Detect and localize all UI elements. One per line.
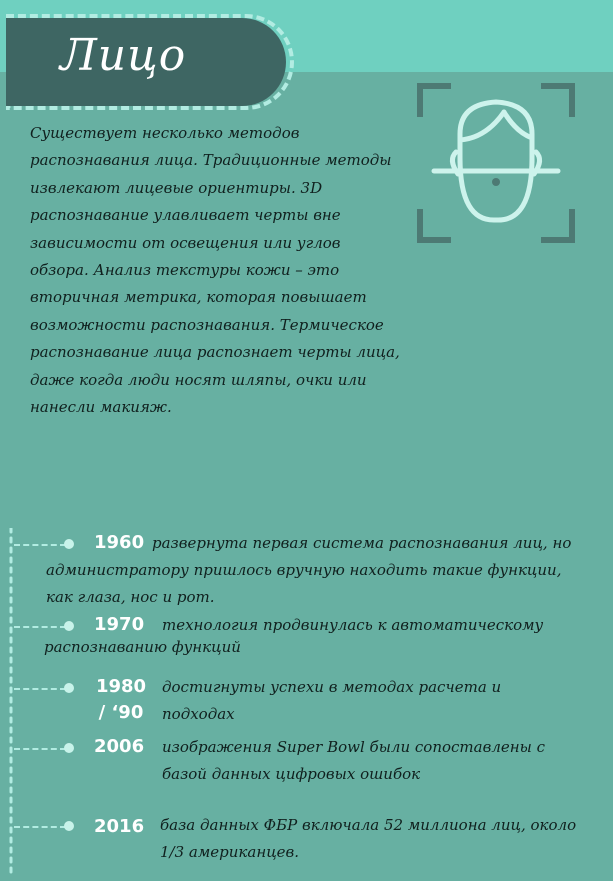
timeline-dot <box>64 683 74 693</box>
timeline-year: 1960 <box>94 532 145 553</box>
face-recognition-icon <box>416 82 576 244</box>
timeline-text: развернута первая система распознавания лиц, но администратору пришлось вручную находить такие функции, как глаза, нос и рот. <box>46 534 572 606</box>
timeline-text: технология продвинулась к автоматическому распознаванию функций <box>44 616 544 656</box>
timeline-text: изображения Super Bowl были сопоставлены с базой данных цифровых ошибок <box>162 738 546 783</box>
timeline-year: 2016 <box>94 816 145 837</box>
intro-paragraph: Существует несколько методов распознавания лица. Традиционные методы извлекают лицевые ориентиры. 3D распознавание улавливает черты вне зависимости от освещения или углов обзора. Анализ текстуры кожи – это вторичная метрика, которая повышает возможности распознавания. Термическое распознавание лица распознает черты лица, даже когда люди носят шляпы, очки или нанесли макияж. <box>30 124 400 417</box>
timeline-year: 1970 <box>94 614 145 635</box>
timeline-year: 1980 / ‘90 <box>95 676 147 723</box>
page-title: Лицо <box>60 30 187 81</box>
timeline-text: достигнуты успехи в методах расчета и подходах <box>162 678 502 723</box>
timeline-text: база данных ФБР включала 52 миллиона лиц, около 1/3 американцев. <box>160 816 577 861</box>
timeline-dot <box>64 821 74 831</box>
timeline-connector <box>14 748 66 750</box>
timeline-year: 2006 <box>94 736 145 757</box>
timeline-connector <box>14 688 66 690</box>
timeline-dot <box>64 743 74 753</box>
timeline-connector <box>14 826 66 828</box>
